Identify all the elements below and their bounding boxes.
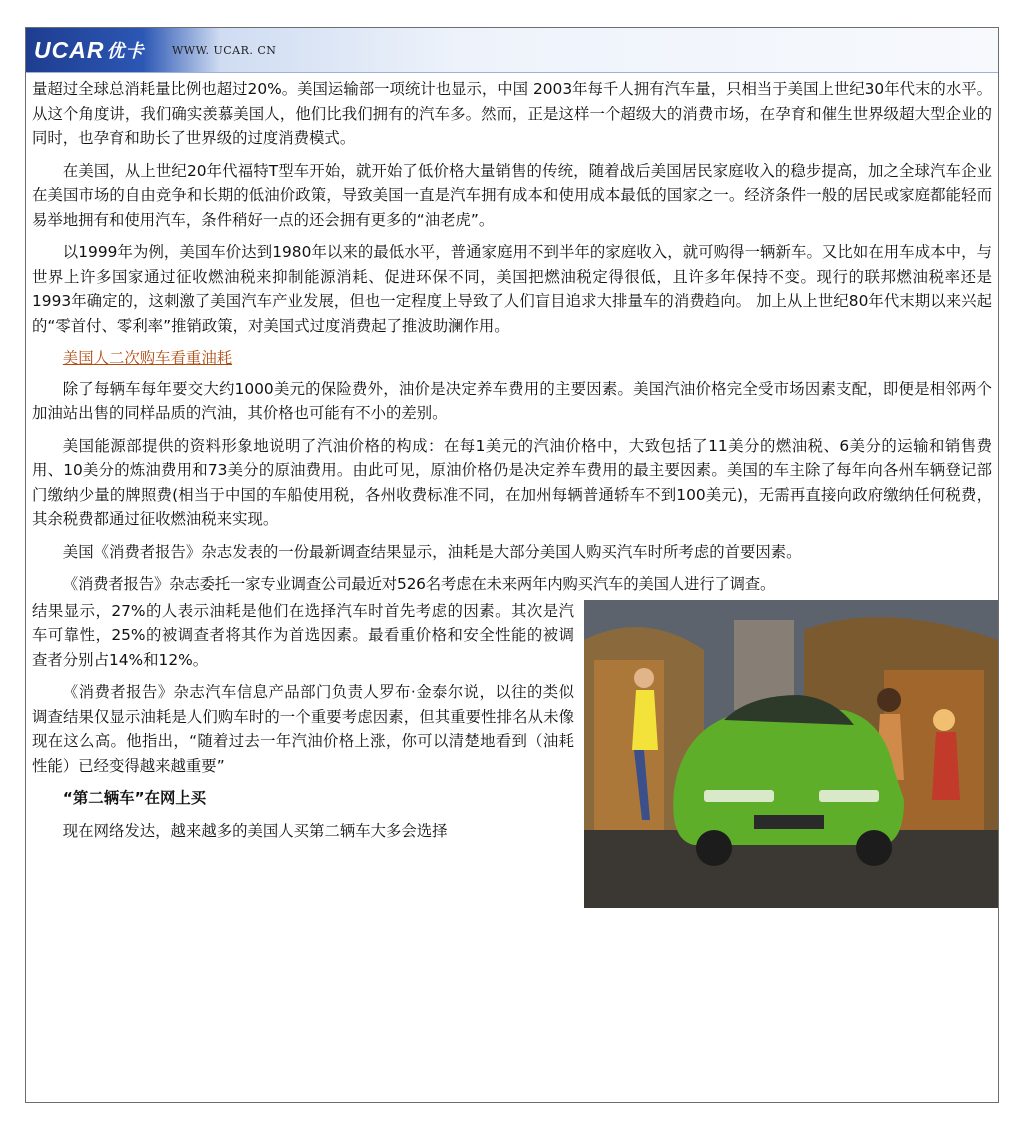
article-body (26, 73, 998, 843)
survey-intro: 《消费者报告》杂志委托一家专业调查公司最近对526名考虑在未来两年内购买汽车的美国人进行了调查。 (62, 575, 776, 593)
survey-result: 结果显示，27%的人表示油耗是他们在选择汽车时首先考虑的因素。其次是汽车可靠性，25%的被调查者将其作为首选因素。最看重价格和安全性能的被调查者分别占14%和12%。 (32, 601, 574, 669)
paragraph-6: 美国《消费者报告》杂志发表的一份最新调查结果显示，油耗是大部分美国人购买汽车时所考虑的首要因素。 (62, 542, 802, 561)
car-photo (584, 600, 998, 908)
paragraph-5: 美国能源部提供的资料形象地说明了汽油价格的构成：在每1美元的汽油价格中，大致包括了11美分的燃油税、6美分的运输和销售费用、10美分的炼油费用和73美分的原油费用。由此可见，原油价格仍是决定养车费用的最主要因素。美国的车主除了每年向各州车辆登记部门缴纳少量的牌照费(相当于中国的车船使用税，各州收费标准不同，在加州每辆普通轿车不到100美元)，无需再直接向政府缴纳任何税费，其余税费都通过征收燃油税来实现。 (32, 436, 992, 528)
ucar-logo[interactable] (26, 28, 166, 72)
article-page (25, 27, 999, 1103)
subhead-fuel-consumption-link[interactable]: 美国人二次购车看重油耗 (62, 349, 233, 367)
site-url: WWW. UCAR. CN (172, 43, 277, 57)
site-header (26, 28, 998, 73)
paragraph-2: 在美国，从上世纪20年代福特T型车开始，就开始了低价格大量销售的传统，随着战后美国居民家庭收入的稳步提高，加之全球汽车企业在美国市场的自由竞争和长期的低油价政策，导致美国一直是汽车拥有成本和使用成本最低的国家之一。经济条件一般的居民或家庭都能轻而易举地拥有和使用汽车，条件稍好一点的还会拥有更多的“油老虎”。 (32, 161, 992, 229)
logo-text: UCAR (34, 36, 105, 63)
subhead-second-car: “第二辆车”在网上买 (62, 789, 207, 807)
paragraph-4: 除了每辆车每年要交大约1000美元的保险费外，油价是决定养车费用的主要因素。美国汽油价格完全受市场因素支配，即便是相邻两个加油站出售的同样品质的汽油，其价格也可能有不小的差别。 (32, 379, 992, 422)
logo-cn-text: 优卡 (106, 41, 145, 61)
quote-paragraph: 《消费者报告》杂志汽车信息产品部门负责人罗布·金泰尔说，以往的类似调查结果仅显示油耗是人们购车时的一个重要考虑因素，但其重要性排名从未像现在这么高。他指出，“随着过去一年汽油价格上涨，你可以清楚地看到（油耗性能）已经变得越来越重要” (32, 683, 574, 775)
paragraph-3: 以1999年为例，美国车价达到1980年以来的最低水平，普通家庭用不到半年的家庭收入，就可购得一辆新车。又比如在用车成本中，与世界上许多国家通过征收燃油税来抑制能源消耗、促进环保不同，美国把燃油税定得很低，且许多年保持不变。现行的联邦燃油税率还是1993年确定的，这刺激了美国汽车产业发展，但也一定程度上导致了人们盲目追求大排量车的消费趋向。 加上从上世纪80年代末期以来兴起的“零首付、零利率”推销政策，对美国式过度消费起了推波助澜作用。 (32, 243, 992, 335)
last-paragraph: 现在网络发达，越来越多的美国人买第二辆车大多会选择 (62, 821, 448, 840)
paragraph-1: 量超过全球总消耗量比例也超过20%。美国运输部一项统计也显示，中国 2003年每千人拥有汽车量，只相当于美国上世纪30年代末的水平。从这个角度讲，我们确实羡慕美国人，他们比我们拥有的汽车多。然而，正是这样一个超级大的消费市场，在孕育和催生世界级超大型企业的同时，也孕育和助长了世界级的过度消费模式。 (32, 80, 992, 147)
car-photo-illustration (584, 600, 998, 908)
